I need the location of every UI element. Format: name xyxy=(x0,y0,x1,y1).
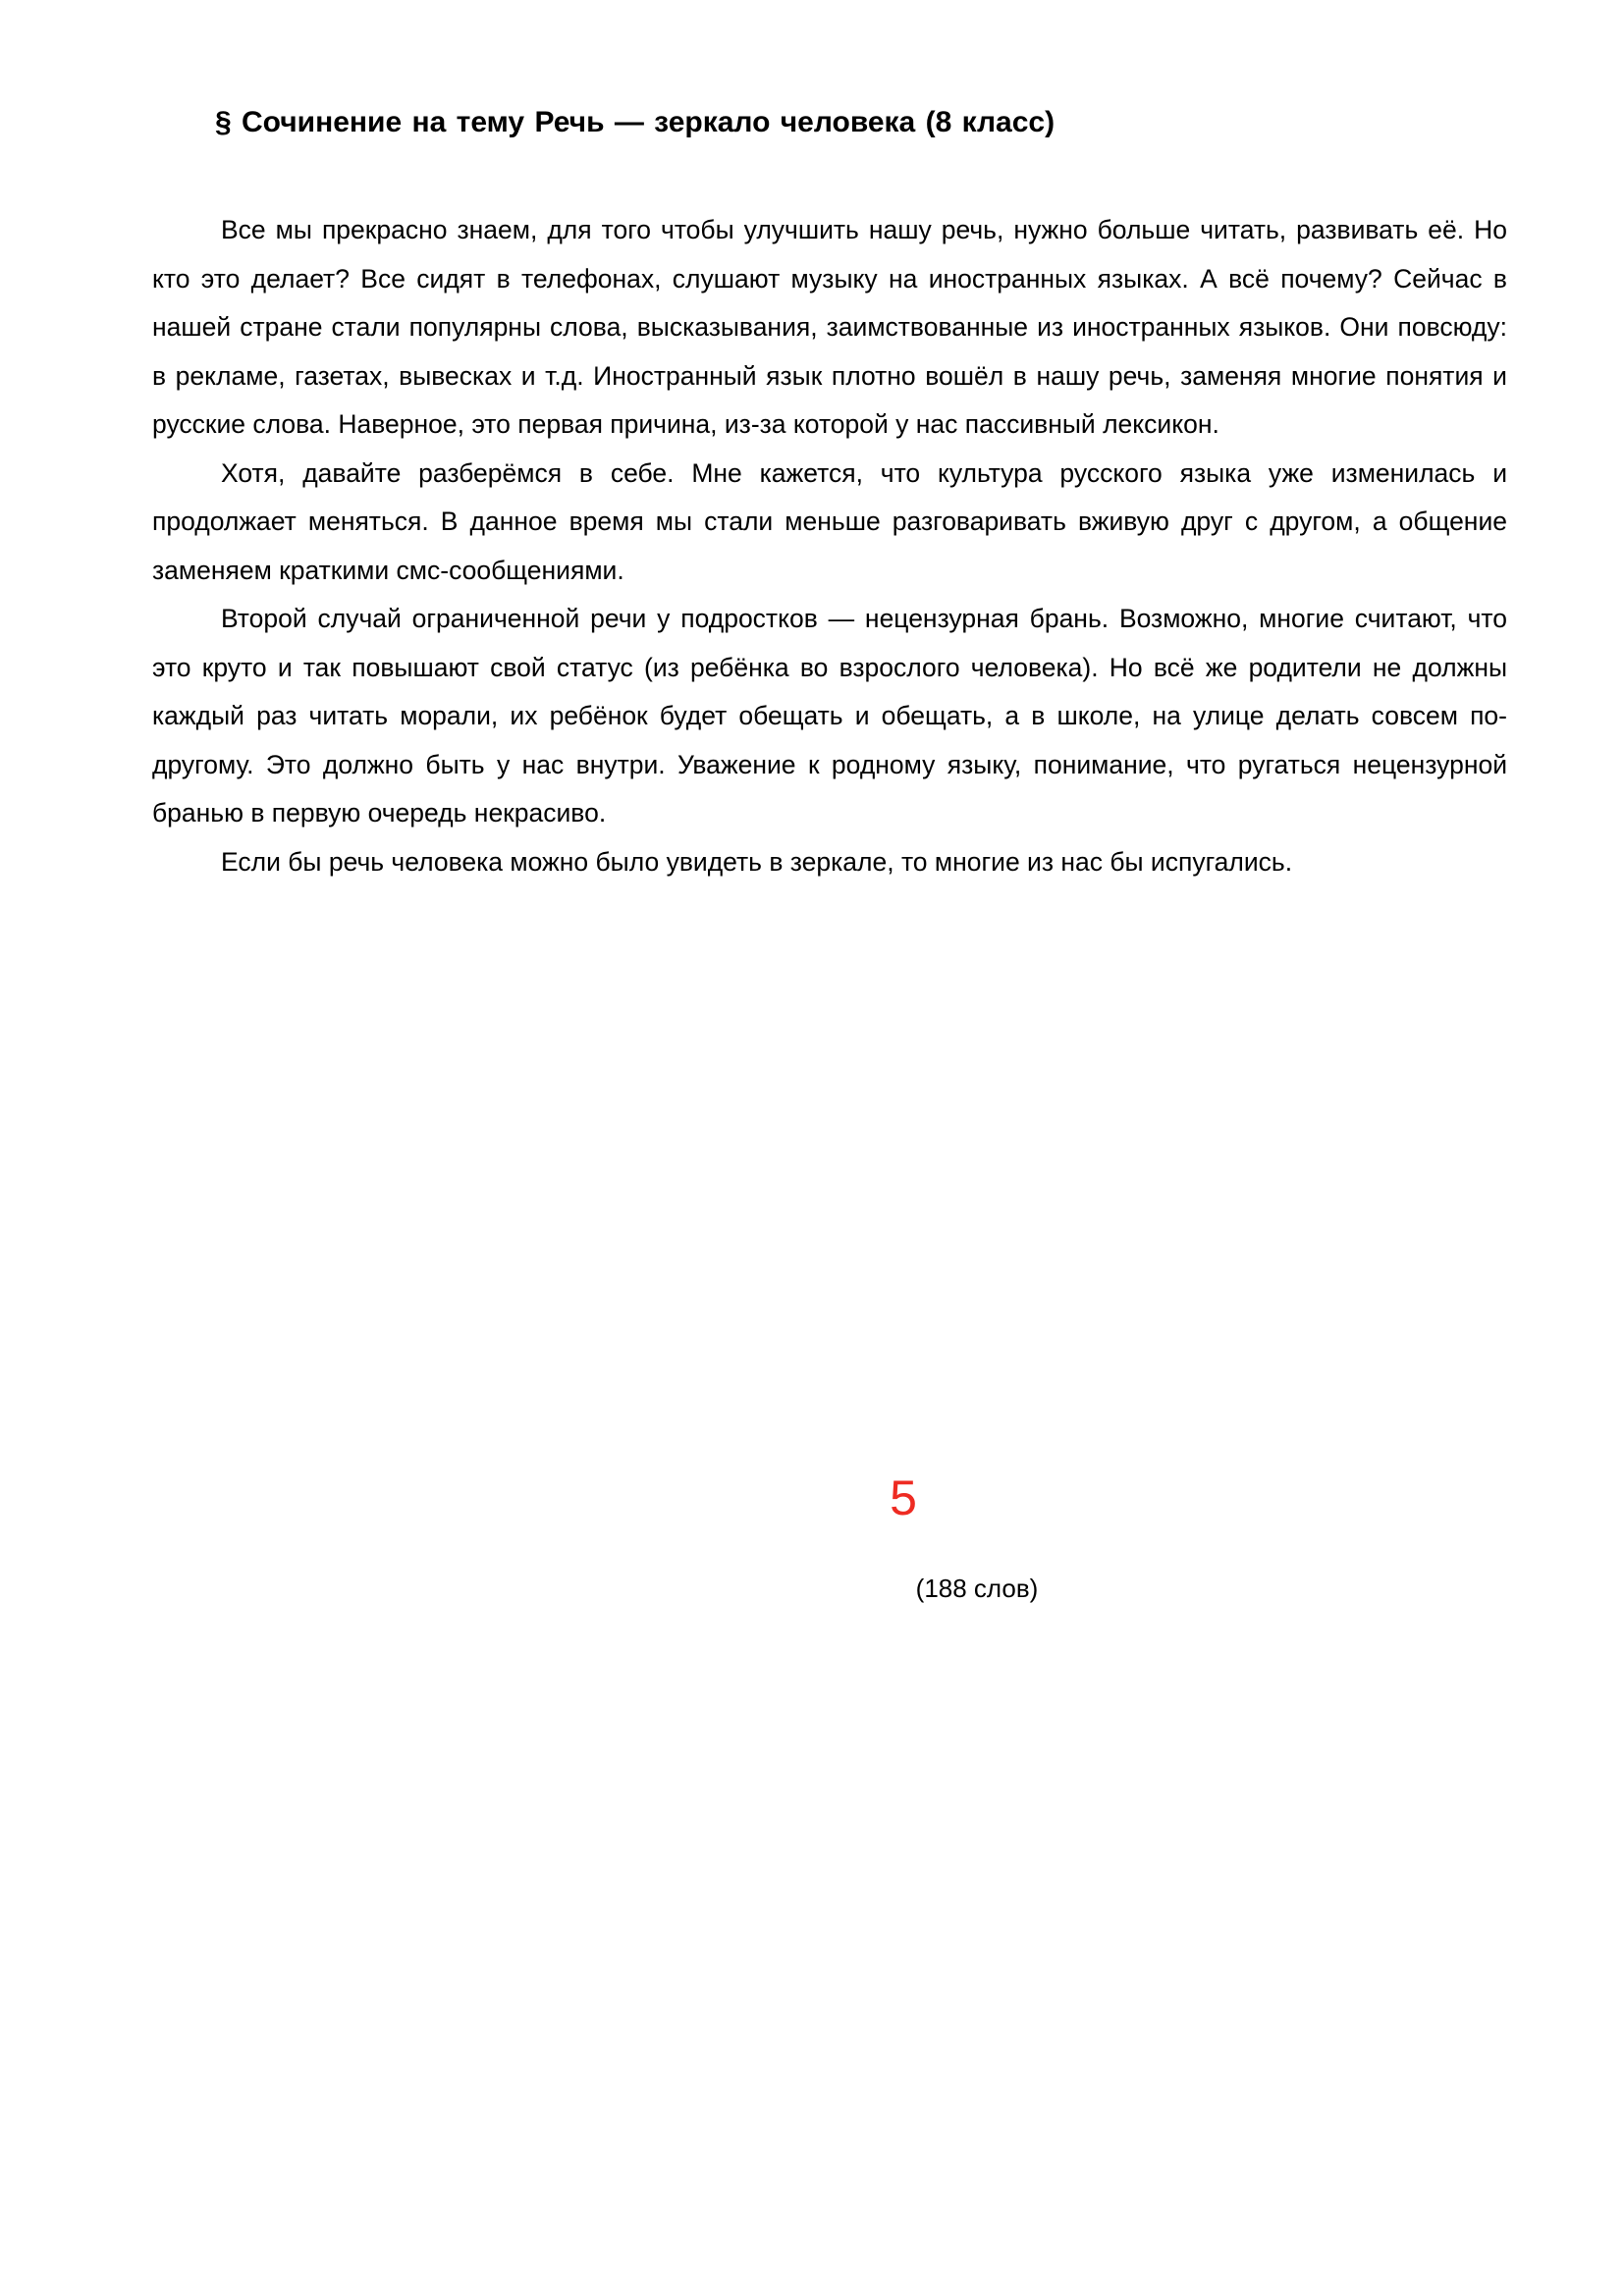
document-content xyxy=(152,94,1507,886)
paragraph: Хотя, давайте разберёмся в себе. Мне кажется, что культура русского языка уже изменилась и продолжает меняться. В данное время мы стали меньше разговаривать вживую друг с другом, а общение заменяем краткими смс-сообщениями. xyxy=(152,457,1507,585)
paragraph: Все мы прекрасно знаем, для того чтобы улучшить нашу речь, нужно больше читать, развивать её. Но кто это делает? Все сидят в телефонах, слушают музыку на иностранных языках. А всё почему? Сейчас в нашей стране стали популярны слова, высказывания, заимствованные из иностранных языков. Они повсюду: в рекламе, газетах, вывесках и т.д. Иностранный язык плотно вошёл в нашу речь, заменяя многие понятия и русские слова. Наверное, это первая причина, из-за которой у нас пассивный лексикон. xyxy=(152,215,1507,439)
paragraph: Если бы речь человека можно было увидеть в зеркале, то многие из нас бы испугались. xyxy=(221,846,1293,877)
paragraph: Второй случай ограниченной речи у подростков — нецензурная брань. Возможно, многие считают, что это круто и так повышают свой статус (из ребёнка во взрослого человека). Но всё же родители не должны каждый раз читать морали, их ребёнок будет обещать и обещать, а в школе, на улице делать совсем по-другому. Это должно быть у нас внутри. Уважение к родному языку, понимание, что ругаться нецензурной бранью в первую очередь некрасиво. xyxy=(152,604,1507,828)
essay-body xyxy=(152,206,1507,886)
word-count-note: (188 слов) xyxy=(915,1574,1039,1603)
grade-mark: 5 xyxy=(890,1470,917,1525)
page-title: § Сочинение на тему Речь — зеркало человека (8 класс) xyxy=(215,106,1056,138)
grade-area xyxy=(152,1470,1507,1525)
